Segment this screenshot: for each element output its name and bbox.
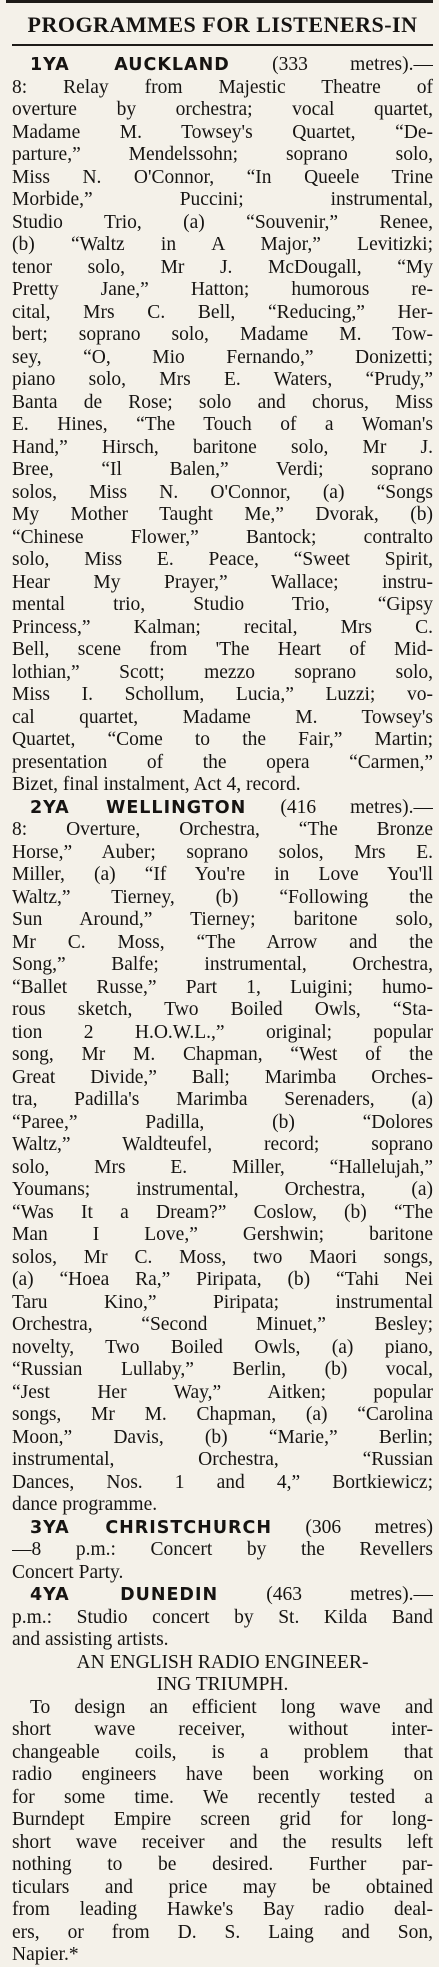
heading-rule <box>12 44 433 46</box>
listing-line: Song,” Balfe; instrumental, Orchestra, <box>12 954 433 975</box>
listing-line: Horse,” Auber; soprano solos, Mrs E. <box>12 841 433 863</box>
listing-line: presentation of the opera “Carmen,” <box>12 751 433 773</box>
station-wavelength: (306 metres) <box>305 1516 433 1538</box>
listing-line: Miller, (a) “If You're in Love You'll <box>12 864 433 885</box>
listing-line: Taru Kino,” Piripata; instrumental <box>12 1291 433 1313</box>
listing-line: solos, Miss N. O'Connor, (a) “Songs <box>12 481 433 503</box>
listing-line: Bell, scene from 'The Heart of Mid- <box>12 639 433 660</box>
top-rule <box>6 0 433 3</box>
article-line: short wave receiver, without inter- <box>12 1719 433 1740</box>
listing-line: sey, “O, Mio Fernando,” Donizetti; <box>12 346 433 368</box>
listing-line <box>12 54 433 77</box>
article-line: nothing to be desired. Further par- <box>12 1854 433 1875</box>
article-line: from leading Hawke's Bay radio deal- <box>12 1899 433 1920</box>
listing-line: My Mother Taught Me,” Dvorak, (b) <box>12 504 433 525</box>
listing-line: overture by orchestra; vocal quartet, <box>12 99 433 120</box>
page-title: PROGRAMMES FOR LISTENERS-IN <box>27 12 418 37</box>
listing-line: mental trio, Studio Trio, “Gipsy <box>12 594 433 615</box>
station-wavelength: (416 metres).— <box>280 796 433 818</box>
listing-line: Banta de Rose; solo and chorus, Miss <box>12 391 433 413</box>
listing-line: Madame M. Towsey's Quartet, “De- <box>12 121 433 143</box>
listing-line: Hand,” Hirsch, baritone solo, Mr J. <box>12 436 433 458</box>
listing-line: “Ballet Russe,” Part 1, Luigini; humo- <box>12 976 433 998</box>
listing-line: 8: Relay from Majestic Theatre of <box>12 76 433 98</box>
programme-listings <box>12 54 433 1967</box>
article-line: ticulars and price may be obtained <box>12 1876 433 1898</box>
listing-line: Youmans; instrumental, Orchestra, (a) <box>12 1179 433 1200</box>
station-wavelength: (333 metres).— <box>272 54 433 75</box>
station-section <box>12 1584 433 1652</box>
listing-line: “Russian Lullaby,” Berlin, (b) vocal, <box>12 1359 433 1380</box>
listing-line: Concert Party. <box>12 1561 124 1583</box>
listing-line: Moon,” Davis, (b) “Marie,” Berlin; <box>12 1426 433 1448</box>
listing-line: Orchestra, “Second Minuet,” Besley; <box>12 1314 433 1335</box>
listing-line: lothian,” Scott; mezzo soprano solo, <box>12 661 433 683</box>
listing-line: parture,” Mendelssohn; soprano solo, <box>12 144 433 165</box>
article-title: ING TRIUMPH. <box>156 1674 289 1695</box>
listing-line: Quartet, “Come to the Fair,” Martin; <box>12 729 433 750</box>
listing-line: (a) “Hoea Ra,” Piripata, (b) “Tahi Nei <box>12 1269 433 1290</box>
article-line: To design an efficient long wave and <box>30 1696 433 1718</box>
listing-line <box>12 797 433 820</box>
station-name: 3YA CHRISTCHURCH <box>30 1517 273 1538</box>
station-section <box>12 54 433 797</box>
listing-line: rous sketch, Two Boiled Owls, “Sta- <box>12 999 433 1020</box>
article-line: ers, or from D. S. Laing and Son, <box>12 1921 433 1943</box>
listing-line: Princess,” Kalman; recital, Mrs C. <box>12 616 433 638</box>
listing-line: piano solo, Mrs E. Waters, “Prudy,” <box>12 369 433 390</box>
listing-line: Studio Trio, (a) “Souvenir,” Renee, <box>12 211 433 233</box>
listing-line: songs, Mr M. Chapman, (a) “Carolina <box>12 1404 433 1425</box>
listing-line: Bree, “Il Balen,” Verdi; soprano <box>12 459 433 480</box>
station-section <box>12 1517 433 1585</box>
listing-line: “Chinese Flower,” Bantock; contralto <box>12 526 433 548</box>
listing-line: Sun Around,” Tierney; baritone solo, <box>12 909 433 930</box>
listing-line: song, Mr M. Chapman, “West of the <box>12 1044 433 1065</box>
listing-line: and assisting artists. <box>12 1629 169 1650</box>
article-line: Burndept Empire screen grid for long- <box>12 1809 433 1830</box>
listing-line: Bizet, final instalment, Act 4, record. <box>12 774 301 795</box>
listing-line: Dances, Nos. 1 and 4,” Bortkiewicz; <box>12 1471 433 1493</box>
listing-line: instrumental, Orchestra, “Russian <box>12 1449 433 1470</box>
listing-line: Waltz,” Tierney, (b) “Following the <box>12 886 433 908</box>
listing-line <box>12 1517 433 1540</box>
listing-line: solo, Mrs E. Miller, “Hallelujah,” <box>12 1156 433 1178</box>
listing-line: Great Divide,” Ball; Marimba Orches- <box>12 1066 433 1088</box>
listing-line: Man I Love,” Gershwin; baritone <box>12 1224 433 1245</box>
listing-line: tion 2 H.O.W.L.,” original; popular <box>12 1021 433 1043</box>
listing-line: Waltz,” Waldteufel, record; soprano <box>12 1134 433 1155</box>
listing-line: “Was It a Dream?” Coslow, (b) “The <box>12 1201 433 1223</box>
listing-line <box>12 1584 433 1607</box>
listing-line: novelty, Two Boiled Owls, (a) piano, <box>12 1336 433 1358</box>
article-line: for some time. We recently tested a <box>12 1786 433 1808</box>
article-line: short wave receiver and the results left <box>12 1831 433 1853</box>
listing-line: 8: Overture, Orchestra, “The Bronze <box>12 819 433 840</box>
station-name: 2YA WELLINGTON <box>30 797 247 818</box>
station-wavelength: (463 metres).— <box>266 1584 433 1605</box>
listing-line: Hear My Prayer,” Wallace; instru- <box>12 571 433 593</box>
listing-line: Pretty Jane,” Hatton; humorous re- <box>12 279 433 300</box>
listing-line: cal quartet, Madame M. Towsey's <box>12 706 433 728</box>
listing-line: tra, Padilla's Marimba Serenaders, (a) <box>12 1089 433 1110</box>
listing-line: “Paree,” Padilla, (b) “Dolores <box>12 1111 433 1133</box>
station-section <box>12 797 433 1517</box>
listing-line: p.m.: Studio concert by St. Kilda Band <box>12 1606 433 1628</box>
article-title: AN ENGLISH RADIO ENGINEER- <box>76 1651 369 1673</box>
listing-line: Miss I. Schollum, Lucia,” Luzzi; vo- <box>12 684 433 705</box>
listing-line: —8 p.m.: Concert by the Revellers <box>12 1539 433 1560</box>
article-line: radio engineers have been working on <box>12 1764 433 1785</box>
listing-line: (b) “Waltz in A Major,” Levitizki; <box>12 234 433 255</box>
station-name: 4YA DUNEDIN <box>30 1585 219 1605</box>
listing-line: Mr C. Moss, “The Arrow and the <box>12 931 433 953</box>
listing-line: dance programme. <box>12 1494 158 1515</box>
listing-line: solo, Miss E. Peace, “Sweet Spirit, <box>12 549 433 570</box>
listing-line: Miss N. O'Connor, “In Queele Trine <box>12 166 433 188</box>
article-line: changeable coils, is a problem that <box>12 1741 433 1763</box>
listing-line: cital, Mrs C. Bell, “Reducing,” Her- <box>12 301 433 323</box>
station-name: 1YA AUCKLAND <box>30 55 230 75</box>
listing-line: solos, Mr C. Moss, two Maori songs, <box>12 1246 433 1268</box>
listing-line: Morbide,” Puccini; instrumental, <box>12 189 433 210</box>
listing-line: “Jest Her Way,” Aitken; popular <box>12 1381 433 1403</box>
listing-line: bert; soprano solo, Madame M. Tow- <box>12 324 433 345</box>
listing-line: E. Hines, “The Touch of a Woman's <box>12 414 433 435</box>
listing-line: tenor solo, Mr J. McDougall, “My <box>12 256 433 278</box>
article-line: Napier.* <box>12 1944 79 1965</box>
